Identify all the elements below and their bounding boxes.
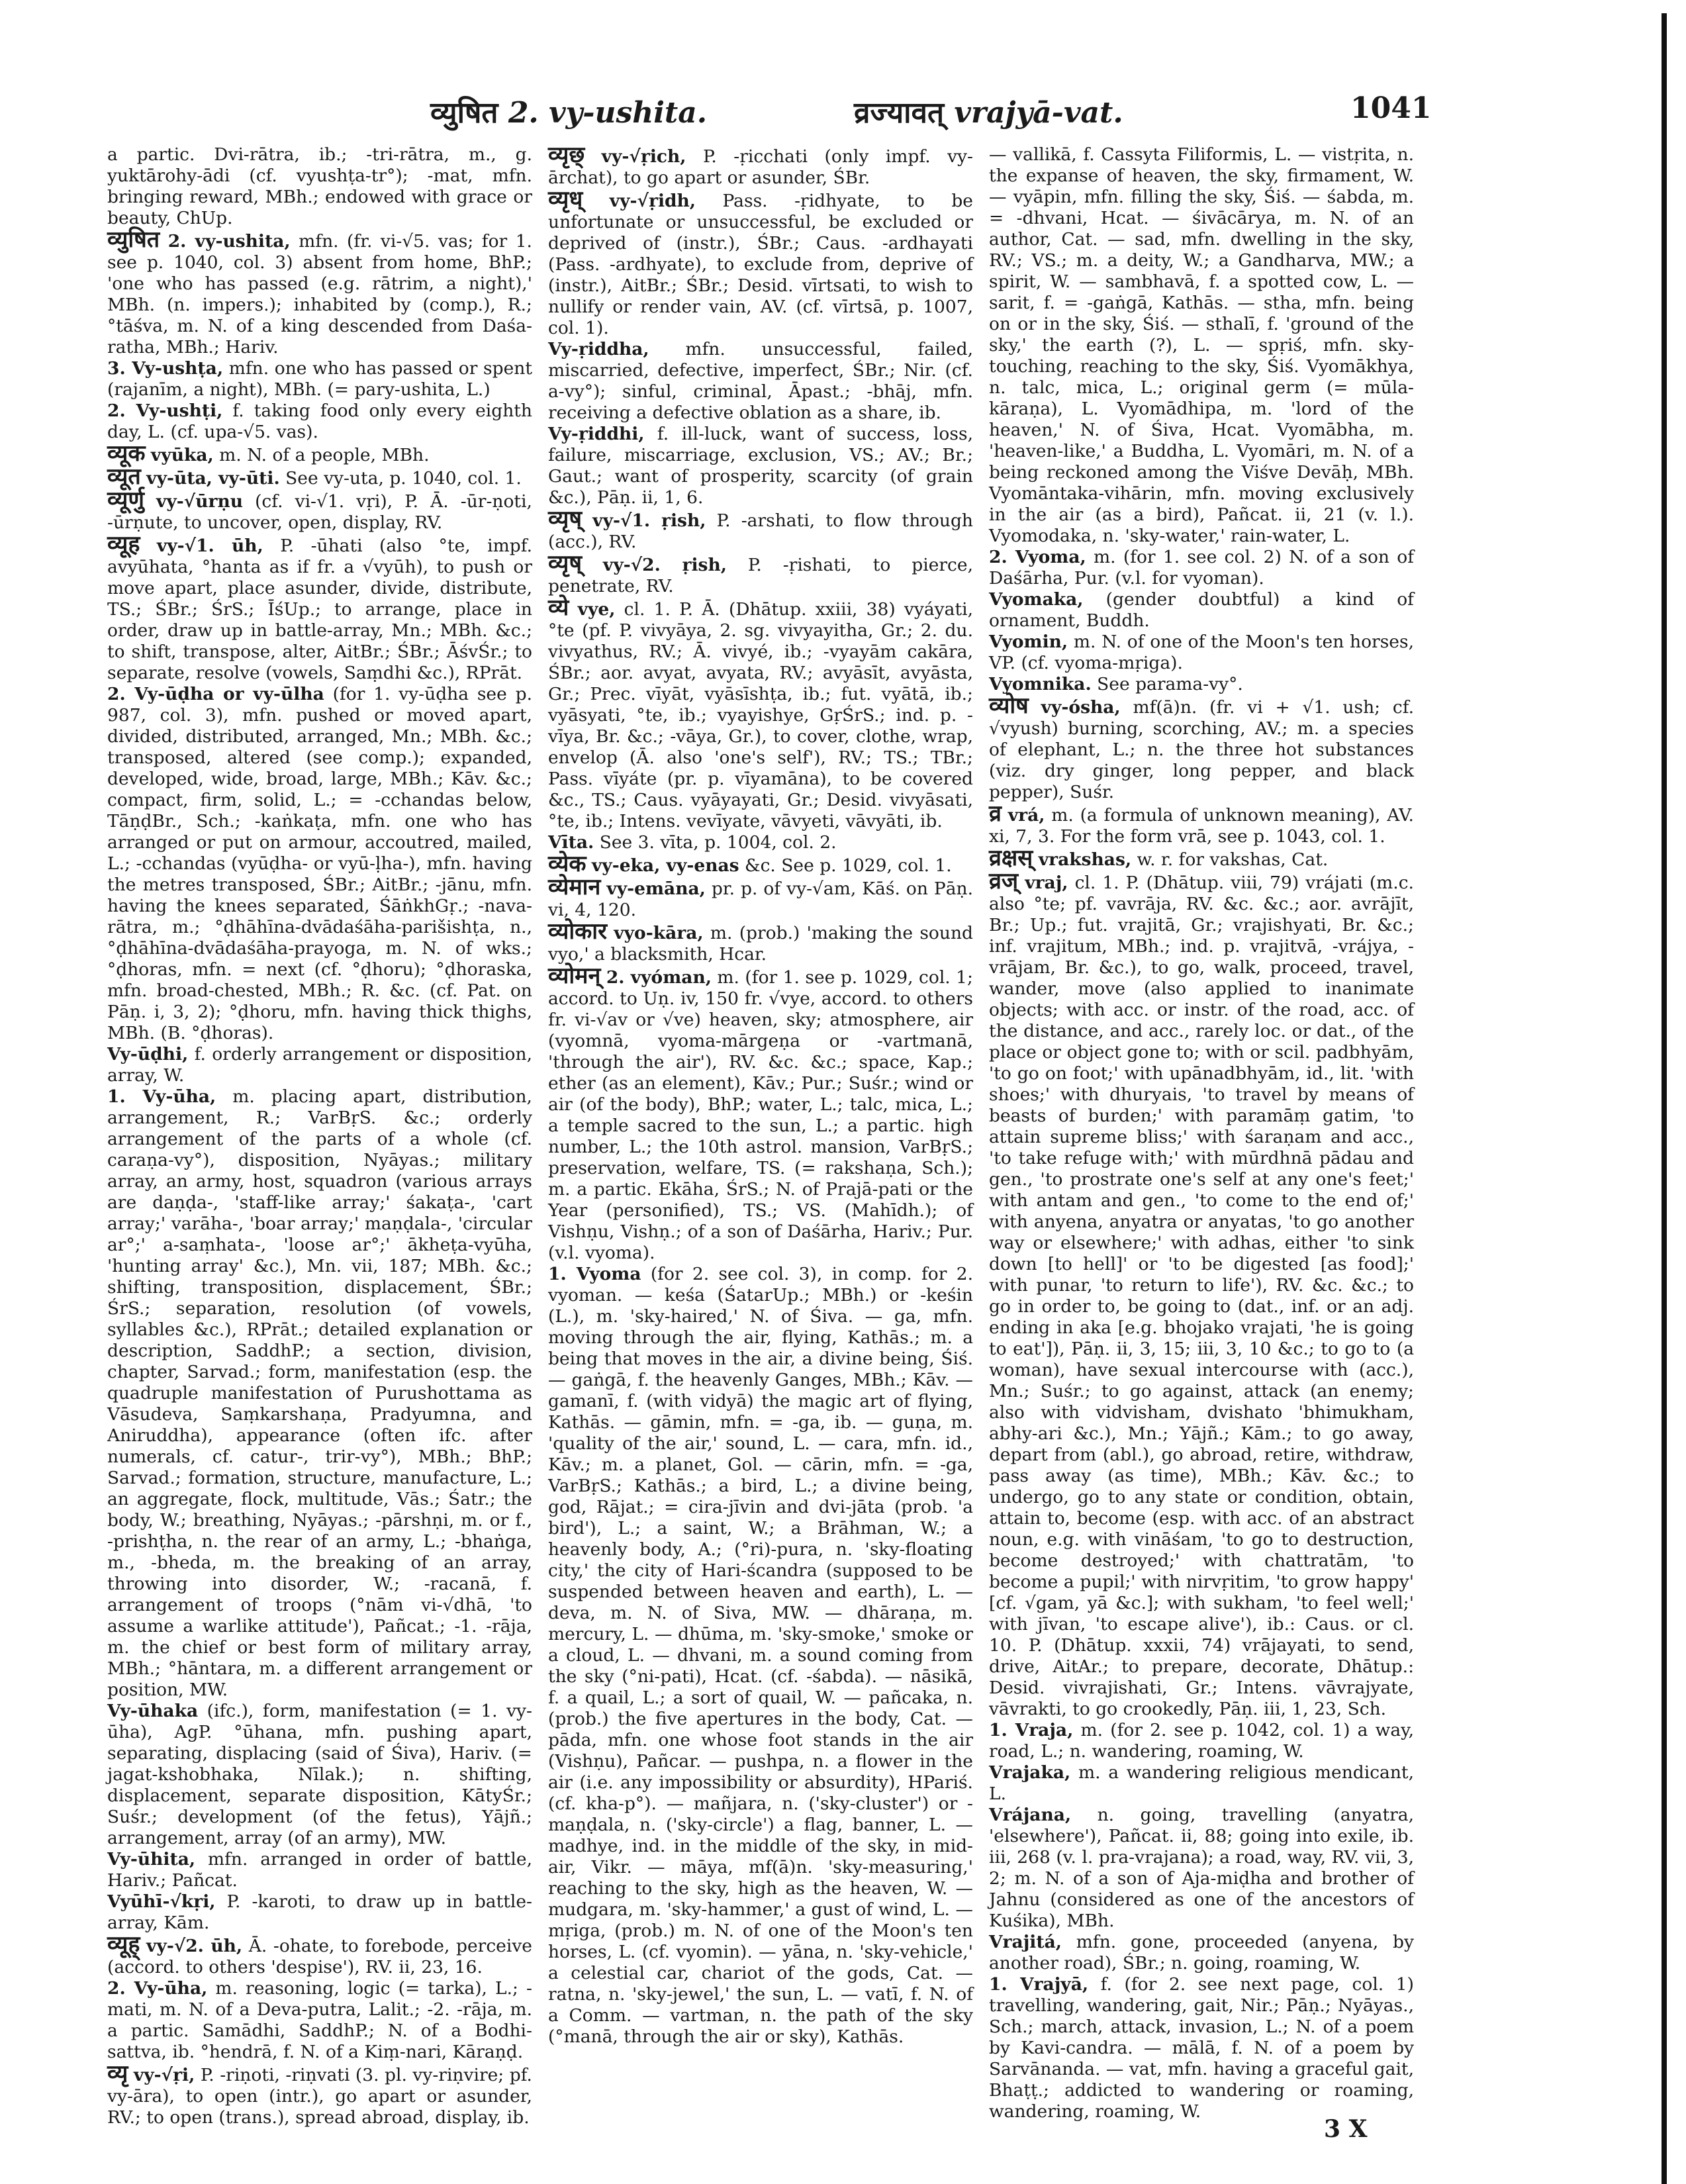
running-head-left xyxy=(430,91,707,131)
entry-text: mfn. arranged in order of battle, Hariv.; Pañcat. xyxy=(107,1849,532,1891)
headword: vrakshas, xyxy=(1038,849,1132,870)
headword: vraj, xyxy=(1025,873,1068,893)
entry-text: P. -ṛicchati (only impf. vy-ārchat), to go apart or asunder, ŚBr. xyxy=(548,146,973,188)
headword: vyūka, xyxy=(150,445,214,465)
entry-text: P. -arshati, to flow through (acc.), RV. xyxy=(548,510,973,552)
entry-text: f. taking food only every eighth day, L. (cf. upa-√5. vas). xyxy=(107,401,532,442)
entry-text: mfn. (fr. vi-√5. vas; for 1. see p. 1040, col. 3) absent from home, BhP.; 'one who has passed (e.g. rātrim, a night),' MBh. (n. impers.); inhabited by (comp.), R.; °tāśva, m. N. of a king descended from Daśa-ratha, MBh.; Hariv. xyxy=(107,231,532,357)
dictionary-entry xyxy=(548,339,973,424)
dictionary-entry xyxy=(989,868,1414,1720)
entry-text: m. (for 1. see p. 1029, col. 1; accord. to Uṇ. iv, 150 fr. √vye, accord. to others fr. vi-√av or √ve) heaven, sky; atmosphere, air (vyomnā, vyoma-mārgeṇa or -vartmanā, 'through the air'), RV. &c. &c.; space, Kap.; ether (as an element), Kāv.; Pur.; Suśr.; wind or air (of the body), BhP.; water, L.; talc, mica, L.; a temple sacred to the sun, L.; a partic. high number, L.; the 10th astrol. mansion, VarBṛS.; preservation, welfare, TS. (= rakshaṇa, Sch.); m. a partic. Ekāha, ŚrS.; N. of Prajā-pati or the Year (personified), TS.; VS. (Mahīdh.); of Vishṇu, Vishṇ.; of a son of Daśārha, Hariv.; Pur. (v.l. vyoma). xyxy=(548,967,973,1263)
headword: 2. Vy-ūḍha or vy-ūlha xyxy=(107,684,324,704)
entry-text: See vy-uta, p. 1040, col. 1. xyxy=(279,468,522,489)
headword: vy-ūta, vy-ūti. xyxy=(146,468,280,489)
running-head-left-translit: 2. vy-ushita. xyxy=(508,96,708,130)
headword: vy-√2. ūh, xyxy=(146,1936,243,1956)
entry-text: (for 2. see col. 3), in comp. for 2. vyoman. — keśa (ŚatarUp.; MBh.) or -keśin (L.), m. 'sky-haired,' N. of Śiva. — ga, mfn. moving through the air, flying, Kathās.; m. a being that moves in the air, a divine being, Śiś. — gaṅgā, f. the heavenly Ganges, MBh.; Kāv. — gamanī, f. (with vidyā) the magic art of flying, Kathās. — gāmin, mfn. = -ga, ib. — guṇa, m. 'quality of the air,' sound, L. — cara, mfn. id., Kāv.; m. a planet, Gol. — cārin, mfn. = -ga, VarBṛS.; Kathās.; a bird, L.; a divine being, god, Rājat.; = cira-jīvin and dvi-jāta (prob. 'a bird'), L.; a saint, W.; a Brāhman, W.; a heavenly body, A.; (°ri)-pura, n. 'sky-floating city,' the city of Hari-ścandra (supposed to be suspended between heaven and earth), L. — deva, m. N. of Siva, MW. — dhāraṇa, m. mercury, L. — dhūma, m. 'sky-smoke,' smoke or a cloud, L. — dhvani, m. a sound coming from the sky (°ni-pati), Hcat. (cf. -śabda). — nāsikā, f. a quail, L.; a sort of quail, W. — pañcaka, n. (prob.) the five apertures in the body, Cat. — pāda, mfn. one whose foot stands in the air (Vishṇu), Pañcar. — pushpa, n. a flower in the air (i.e. any impossibility or absurdity), HPariś. (cf. kha-p°). — mañjara, n. ('sky-cluster') or -maṇḍala, n. ('sky-circle') a flag, banner, L. — madhye, ind. in the middle of the sky, in mid-air, Vikr. — māya, mf(ā)n. 'sky-measuring,' reaching to the sky, high as the heaven, W. — mudgara, m. 'sky-hammer,' a gust of wind, L. — mṛiga, (prob.) m. N. of one of the Moon's ten horses, L. (cf. vyomin). — yāna, n. 'sky-vehicle,' a celestial car, chariot of the gods, Cat. — ratna, n. 'sky-jewel,' the sun, L. — vatī, f. N. of a Comm. — vartman, n. the path of the sky (°manā, through the air or sky), Kathās. xyxy=(548,1264,973,2047)
headword: 2. vyóman, xyxy=(606,967,712,988)
dictionary-entry xyxy=(548,853,973,877)
dictionary-entry xyxy=(107,1849,532,1891)
dictionary-entry xyxy=(989,1974,1414,2122)
headword: vyo-kāra, xyxy=(614,923,704,943)
running-head-left-devanagari: व्युषित xyxy=(430,96,498,130)
entry-text: f. ill-luck, want of success, loss, failure, miscarriage, exclusion, VS.; AV.; Br.; Gaut.; want of prosperity, scarcity (of grain &c.), Pāṇ. ii, 1, 6. xyxy=(548,424,973,508)
dictionary-entry xyxy=(107,684,532,1044)
dictionary-entry xyxy=(107,144,532,229)
headword: Vrájana, xyxy=(989,1805,1072,1825)
headword: Vīta. xyxy=(548,832,594,853)
dictionary-entry xyxy=(107,440,532,467)
headword: 2. Vyoma, xyxy=(989,547,1086,567)
dictionary-entry xyxy=(107,463,532,490)
headword-devanagari: व्योष xyxy=(989,692,1029,719)
dictionary-entry xyxy=(107,2060,532,2128)
dictionary-entry xyxy=(548,594,973,832)
headword-devanagari: व्यूर्णु xyxy=(107,487,144,513)
headword-devanagari: व्यृष् xyxy=(548,506,582,532)
dictionary-entry xyxy=(548,550,973,597)
entry-text: P. -riṇoti, -riṇvati (3. pl. vy-riṇvire; pf. vy-āra), to open (intr.), go apart or asunder, RV.; to open (trans.), spread abroad, display, ib. xyxy=(107,2065,532,2128)
dictionary-entry xyxy=(989,632,1414,674)
dictionary-entry xyxy=(989,1805,1414,1932)
headword: vy-√1. ūh, xyxy=(156,536,263,556)
dictionary-entry xyxy=(989,589,1414,632)
dictionary-entry xyxy=(107,1978,532,2063)
dictionary-entry xyxy=(989,144,1414,547)
headword: 2. Vy-ūha, xyxy=(107,1978,208,1999)
entry-text: m. (a formula of unknown meaning), AV. xi, 7, 3. For the form vrā, see p. 1043, col. 1. xyxy=(989,805,1414,847)
page-edge-rule xyxy=(1662,13,1667,2184)
headword-devanagari: व्ये xyxy=(548,594,569,621)
dictionary-entry xyxy=(548,424,973,508)
headword: Vrajaka, xyxy=(989,1762,1071,1783)
headword: 1. Vrajyā, xyxy=(989,1974,1089,1995)
headword-devanagari: व्योकार xyxy=(548,918,607,945)
dictionary-entry xyxy=(548,144,973,189)
headword-devanagari: व्रज् xyxy=(989,868,1019,894)
headword-devanagari: व्रक्षस् xyxy=(989,845,1033,871)
dictionary-entry xyxy=(548,874,973,921)
headword: Vyūhī-√kṛi, xyxy=(107,1891,216,1912)
headword: vy-eka, vy-enas xyxy=(591,855,739,876)
entry-text: m. (prob.) 'making the sound vyo,' a blacksmith, Hcar. xyxy=(548,923,973,965)
entry-text: pr. p. of vy-√am, Kāś. on Pāṇ. vi, 4, 120. xyxy=(548,878,973,920)
entry-text: Pass. -ṛidhyate, to be unfortunate or unsuccessful, be excluded or deprived of (instr.), ŚBr.; Caus. -ardhayati (Pass. -ardhyate), to exclude from, deprive of (instr.), AitBr.; ŚBr.; Desid. vīrtsati, to wish to nullify or render vain, AV. (cf. vīrtsā, p. 1007, col. 1). xyxy=(548,191,973,338)
dictionary-entry xyxy=(989,1720,1414,1762)
column-1 xyxy=(99,144,540,2128)
dictionary-entry xyxy=(107,1086,532,1701)
dictionary-entry xyxy=(989,847,1414,871)
entry-text: Ā. -ohate, to forebode, perceive (accord. to others 'despise'), RV. ii, 23, 16. xyxy=(107,1936,532,1977)
entry-text: (ifc.), form, manifestation (= 1. vy-ūha), AgP. °ūhana, mfn. pushing apart, separating, displacing (said of Śiva), Hariv. (= jagat-kshobhaka, Nīlak.); n. shifting, displacement, separate disposition, KātyŚr.; Suśr.; development (of the fetus), Yājñ.; arrangement, array (of an army), MW. xyxy=(107,1701,532,1848)
entry-text: &c. See p. 1029, col. 1. xyxy=(739,855,952,876)
entry-text: mfn. one who has passed or spent (rajanīm, a night), MBh. (= pary-ushita, L.) xyxy=(107,358,532,400)
headword-devanagari: व्युषित xyxy=(107,226,160,253)
headword-devanagari: व्येमान xyxy=(548,874,601,900)
headword: Vyomnika. xyxy=(989,674,1092,694)
headword: 3. Vy-ushṭa, xyxy=(107,358,224,379)
dictionary-entry xyxy=(548,186,973,339)
headword: Vyomaka, xyxy=(989,589,1084,610)
entry-text: P. -ūhati (also °te, impf. avyūhata, °hanta as if fr. a √vyūh), to push or move apart, place asunder, divide, distribute, TS.; ŚBr.; ŚrS.; ĪśUp.; to arrange, place in order, draw up in battle-array, Mn.; MBh. &c.; to shift, transpose, alter, AitBr.; ŚBr.; ĀśvŚr.; to separate, resolve (vowels, Saṃdhi &c.), RPrāt. xyxy=(107,536,532,683)
headword: vy-√ṛich, xyxy=(601,146,686,167)
page-number: 1041 xyxy=(1350,91,1432,125)
headword: vrá, xyxy=(1007,805,1045,826)
dictionary-entry xyxy=(548,1264,973,2048)
page-header xyxy=(99,91,1432,138)
entry-text: m. N. of one of the Moon's ten horses, VP. (cf. vyoma-mṛiga). xyxy=(989,632,1414,673)
headword: Vy-ūhita, xyxy=(107,1849,196,1870)
dictionary-entry xyxy=(107,226,532,358)
headword: vy-√ūrṇu xyxy=(156,491,243,512)
dictionary-entry xyxy=(107,1044,532,1086)
column-3 xyxy=(981,144,1422,2122)
headword: 2. vy-ushita, xyxy=(167,231,291,252)
entry-text: w. r. for vakshas, Cat. xyxy=(1131,849,1329,870)
dictionary-entry xyxy=(548,918,973,965)
headword: vy-√ṛidh, xyxy=(609,191,696,211)
entry-text: f. (for 2. see next page, col. 1) travelling, wandering, gait, Nir.; Pāṇ.; Nyāyas., Sch.; march, attack, invasion, L.; N. of a poem by Kavi-candra. — mālā, f. N. of a poem by Sarvānanda. — vat, mfn. having a graceful gait, Bhaṭṭ.; addicted to wandering or roaming, wandering, roaming, W. xyxy=(989,1974,1415,2122)
running-head-right xyxy=(854,91,1123,131)
entry-text: P. -ṛishati, to pierce, penetrate, RV. xyxy=(548,555,973,596)
entry-text: cl. 1. P. (Dhātup. viii, 79) vrájati (m.c. also °te; pf. vavrāja, RV. &c. &c.; aor. avrājīt, Br.; Up.; fut. vrajitā, Gr.; vrajishyati, Br. &c.; inf. vrajitum, MBh.; ind. p. vrajitvā, -vrájya, -vrājam, Br. &c.), to go, walk, proceed, travel, wander, move (also applied to inanimate objects; with acc. or instr. of the road, acc. of the distance, and acc., rarely loc. or dat., of the place or object gone to; with or scil. padbhyām, 'to go on foot;' with upānadbhyām, id., lit. 'with shoes;' with dhuryais, 'to travel by means of beasts of burden;' with paramāṃ gatim, 'to attain supreme bliss;' with śaraṇam and acc., 'to take refuge with;' with mūrdhnā pādau and gen., 'to prostrate one's self at any one's feet;' with antam and gen., 'to come to the end of;' with anyena, anyatra or anyatas, 'to go another way or elsewhere;' with adhas, either 'to sink down [to hell]' or 'to be digested [as food];' with punar, 'to return to life'), RV. &c. &c.; to go in order to, be going to (dat., inf. or an adj. ending in aka [e.g. bhojako vrajati, 'he is going to eat']), Pāṇ. ii, 3, 15; iii, 3, 10 &c.; to go to (a woman), have sexual intercourse with (acc.), Mn.; Suśr.; to go against, attack (an enemy; also with vidvisham, dvishato 'bhimukham, abhy-ari &c.), Mn.; Yājñ.; Kām.; to go away, depart from (abl.), go abroad, retire, withdraw, pass away (as time), MBh.; Kāv. &c.; to undergo, go to any state or condition, obtain, attain to, become (esp. with acc. of an abstract noun, e.g. with vināśam, 'to go to destruction, become destroyed;' with chattratām, 'to become a pupil;' with nirvṛitim, 'to grow happy' [cf. √gam, yā &c.]; with sukham, 'to feel well;' with jīvan, 'to escape alive'), ib.: Caus. or cl. 10. P. (Dhātup. xxxii, 74) vrājayati, to send, drive, AitAr.; to prepare, decorate, Dhātup.: Desid. vivrajishati, Gr.; Intens. vāvrajyate, vāvrakti, to go crookedly, Pāṇ. iii, 1, 23, Sch. xyxy=(989,873,1414,1719)
headword: Vrajitá, xyxy=(989,1932,1062,1952)
headword-devanagari: व्यृ xyxy=(107,2060,128,2087)
signature-mark: 3 X xyxy=(1324,2115,1368,2143)
headword: Vy-ṛiddhi, xyxy=(548,424,645,444)
headword: 1. Vraja, xyxy=(989,1720,1074,1740)
dictionary-columns xyxy=(99,142,1423,2128)
entry-text: (gender doubtful) a kind of ornament, Buddh. xyxy=(989,589,1414,631)
headword: 2. Vy-ushṭi, xyxy=(107,401,223,421)
headword: vy-√2. ṛish, xyxy=(602,555,727,575)
entry-text: mf(ā)n. (fr. vi + √1. ush; cf. √vyush) burning, scorching, AV.; m. a species of elephant, L.; n. the three hot substances (viz. dry ginger, long pepper, and black pepper), Suśr. xyxy=(989,697,1414,802)
entry-text: mfn. gone, proceeded (anyena, by another road), ŚBr.; n. going, roaming, W. xyxy=(989,1932,1414,1973)
headword-devanagari: व्यृछ् xyxy=(548,142,585,168)
entry-text: (for 1. vy-ūḍha see p. 987, col. 3), mfn. pushed or moved apart, divided, distributed, arranged, Mn.; MBh. &c.; transposed, altered (see comp.); expanded, developed, wide, broad, large, MBh.; Kāv. &c.; compact, firm, solid, L.; = -cchandas below, TāṇḍBr., Sch.; -kaṅkaṭa, mfn. one who has arranged or put on armour, accoutred, mailed, L.; -cchandas (vyūḍha- or vyū-ḷha-), mfn. having the metres transposed, ŚBr.; AitBr.; -jānu, mfn. having the knees separated, ŚāṅkhGṛ.; -nava-rātra, m.; °ḍhāhīna-dvādaśāha-parišishṭa, n., °ḍhāhīna-dvādaśāha-prayoga, m. N. of wks.; °ḍhoras, mfn. = next (cf. °ḍhoru); °ḍhoraska, mfn. broad-chested, MBh.; R. &c. (cf. Pat. on Pāṇ. i, 3, 2); °ḍhoru, mfn. having thick thighs, MBh. (B. °ḍhoras). xyxy=(107,684,532,1043)
dictionary-entry xyxy=(989,547,1414,589)
headword: 1. Vyoma xyxy=(548,1264,641,1284)
dictionary-entry xyxy=(989,800,1414,847)
entry-text: P. -karoti, to draw up in battle-array, Kām. xyxy=(107,1891,532,1933)
dictionary-entry xyxy=(989,674,1414,695)
headword-devanagari: व्यूह xyxy=(107,531,140,557)
headword: vy-ósha, xyxy=(1041,697,1121,718)
dictionary-entry xyxy=(989,1932,1414,1974)
headword: Vy-ūḍhi, xyxy=(107,1044,189,1065)
dictionary-entry xyxy=(107,1931,532,1978)
headword-devanagari: व्यृध् xyxy=(548,186,583,213)
headword-devanagari: व्यूक xyxy=(107,440,146,467)
dictionary-entry xyxy=(107,358,532,401)
entry-text: cl. 1. P. Ā. (Dhātup. xxiii, 38) vyáyati, °te (pf. P. vivyāya, 2. sg. vivyayitha, Gr.; 2. du. vivyathus, RV.; Ā. vivyé, ib.; -vyayām cakāra, ŚBr.; aor. avyat, avyata, RV.; avyāsīt, avyāsta, Gr.; Prec. vīyāt, vyāsīshṭa, ib.; fut. vyātā, ib.; vyāsyati, °te, ib.; vyayishye, GṛŚrS.; ind. p. -vīya, Br. &c.; -vāya, Gr.), to cover, clothe, wrap, envelop (Ā. also 'one's self'), RV.; TS.; TBr.; Pass. vīyáte (pr. p. vīyamāna), to be covered &c., TS.; Caus. vyāyayati, Gr.; Desid. vivyāsati, °te, ib.; Intens. vevīyate, vāvyeti, vāvyāti, ib. xyxy=(548,599,973,831)
dictionary-entry xyxy=(107,489,532,534)
headword: 1. Vy-ūha, xyxy=(107,1086,216,1107)
headword-devanagari: व्येक xyxy=(548,851,586,877)
headword: Vy-ṛiddha, xyxy=(548,339,649,359)
headword: Vy-ūhaka xyxy=(107,1701,199,1721)
dictionary-entry xyxy=(548,508,973,553)
headword: vye, xyxy=(577,599,616,620)
entry-text: m. a wandering religious mendicant, L. xyxy=(989,1762,1414,1804)
entry-text: — vallikā, f. Cassyta Filiformis, L. — vistṛita, n. the expanse of heaven, the sky, firmament, W. — vyāpin, mfn. filling the sky, Śiś. — śabda, m. = -dhvani, Hcat. — śivācārya, m. N. of an author, Cat. — sad, mfn. dwelling in the sky, RV.; VS.; m. a deity, W.; a Gandharva, MW.; a spirit, W. — sambhavā, f. a spotted cow, L. — sarit, f. = -gaṅgā, Kathās. — stha, mfn. being on or in the sky, Śiś. — sthalī, f. 'ground of the sky,' the earth (?), L. — spṛiś, mfn. sky-touching, reaching to the sky, Śiś. Vyomākhya, n. talc, mica, L.; original germ (= mūla-kāraṇa), L. Vyomādhipa, m. 'lord of the heaven,' N. of Śiva, Hcat. Vyomābha, m. 'heaven-like,' a Buddha, L. Vyomāri, m. N. of a being reckoned among the Viśve Devāḥ, MBh. Vyomāntaka-vihārin, mfn. moving exclusively in the air (as a bird), Pañcat. ii, 21 (v. l.). Vyomodaka, n. 'sky-water,' rain-water, L. xyxy=(989,144,1414,546)
entry-text: n. going, travelling (anyatra, 'elsewhere'), Pañcat. ii, 88; going into exile, ib. iii, 268 (v. l. pra-vrajana); a road, way, RV. vii, 3, 2; m. N. of a son of Aja-miḍha and brother of Jahnu (considered as one of the ancestors of Kuśika), MBh. xyxy=(989,1805,1414,1931)
entry-text: a partic. Dvi-rātra, ib.; -tri-rātra, m., g. yuktārohy-ādi (cf. vyushṭa-tr°); -mat, mfn. bringing reward, MBh.; endowed with grace or beauty, ChUp. xyxy=(107,144,532,228)
entry-text: m. (for 1. see col. 2) N. of a son of Daśārha, Pur. (v.l. for vyoman). xyxy=(989,547,1414,589)
dictionary-entry xyxy=(548,965,973,1264)
entry-text: m. N. of a people, MBh. xyxy=(213,445,430,465)
entry-text: See 3. vīta, p. 1004, col. 2. xyxy=(594,832,837,853)
entry-text: m. reasoning, logic (= tarka), L.; -mati, m. N. of a Deva-putra, Lalit.; -2. -rāja, m. a partic. Samādhi, SaddhP.; N. of a Bodhi-sattva, ib. °hendrā, f. N. of a Kiṃ-nari, Kāraṇḍ. xyxy=(107,1978,532,2062)
running-head-right-devanagari: व्रज्यावत् xyxy=(854,96,945,130)
entry-text: See parama-vy°. xyxy=(1091,674,1243,694)
headword-devanagari: व्योमन् xyxy=(548,963,601,989)
headword-devanagari: व्र xyxy=(989,800,1002,827)
headword: vy-√ṛi, xyxy=(133,2065,195,2085)
entry-text: f. orderly arrangement or disposition, array, W. xyxy=(107,1044,532,1086)
dictionary-entry xyxy=(107,1891,532,1934)
headword-devanagari: व्यूत xyxy=(107,463,141,490)
headword-devanagari: व्यूह् xyxy=(107,1931,140,1958)
dictionary-entry xyxy=(107,1701,532,1849)
dictionary-entry xyxy=(107,531,532,684)
running-head-right-translit: vrajyā-vat. xyxy=(954,96,1123,130)
dictionary-entry xyxy=(548,832,973,853)
column-2 xyxy=(540,144,981,2097)
headword: vy-emāna, xyxy=(606,878,706,899)
dictionary-entry xyxy=(107,401,532,443)
entry-text: (cf. vi-√1. vṛi), P. Ā. -ūr-ṇoti, -ūrṇute, to uncover, open, display, RV. xyxy=(107,491,532,533)
headword: vy-√1. ṛish, xyxy=(592,510,706,531)
entry-text: m. placing apart, distribution, arrangement, R.; VarBṛS. &c.; orderly arrangement of the parts of a whole (cf. caraṇa-vy°), disposition, Nyāyas.; military array, an army, host, squadron (various arrays are daṇḍa-, 'staff-like array;' śakaṭa-, 'cart array;' varāha-, 'boar array;' maṇḍala-, 'circular ar°;' a-saṃhata-, 'loose ar°;' ākheṭa-vyūha, 'hunting array' &c.), Mn. vii, 187; MBh. &c.; shifting, transposition, displacement, ŚBr.; ŚrS.; separation, resolution (of vowels, syllables &c.), RPrāt.; detailed explanation or description, SaddhP.; a section, division, chapter, Sarvad.; form, manifestation (esp. the quadruple manifestation of Purushottama as Vāsudeva, Saṃkarshaṇa, Pradyumna, and Aniruddha), appearance (often ifc. after numerals, cf. catur-, trir-vy°), MBh.; BhP.; Sarvad.; formation, structure, manufacture, L.; an aggregate, flock, multitude, Vās.; Śatr.; the body, W.; breathing, Nyāyas.; -pārshṇi, m. or f., -prishṭha, n. the rear of an army, L.; -bhaṅga, m., -bheda, m. the breaking of an array, throwing into disorder, W.; -racanā, f. arrangement of troops (°nām vi-√dhā, 'to assume a warlike attitude'), Pañcat.; -1. -rāja, m. the chief or best form of military array, MBh.; °hāntara, m. a different arrangement or position, MW. xyxy=(107,1086,532,1700)
headword-devanagari: व्यृष् xyxy=(548,550,582,577)
dictionary-entry xyxy=(989,692,1414,803)
entry-text: mfn. unsuccessful, failed, miscarried, defective, imperfect, ŚBr.; Nir. (cf. a-vy°); sinful, criminal, Āpast.; -bhāj, mfn. receiving a defective oblation as a share, ib. xyxy=(548,339,973,423)
dictionary-entry xyxy=(989,1762,1414,1805)
headword: Vyomin, xyxy=(989,632,1068,652)
entry-text: m. (for 2. see p. 1042, col. 1) a way, road, L.; n. wandering, roaming, W. xyxy=(989,1720,1414,1762)
